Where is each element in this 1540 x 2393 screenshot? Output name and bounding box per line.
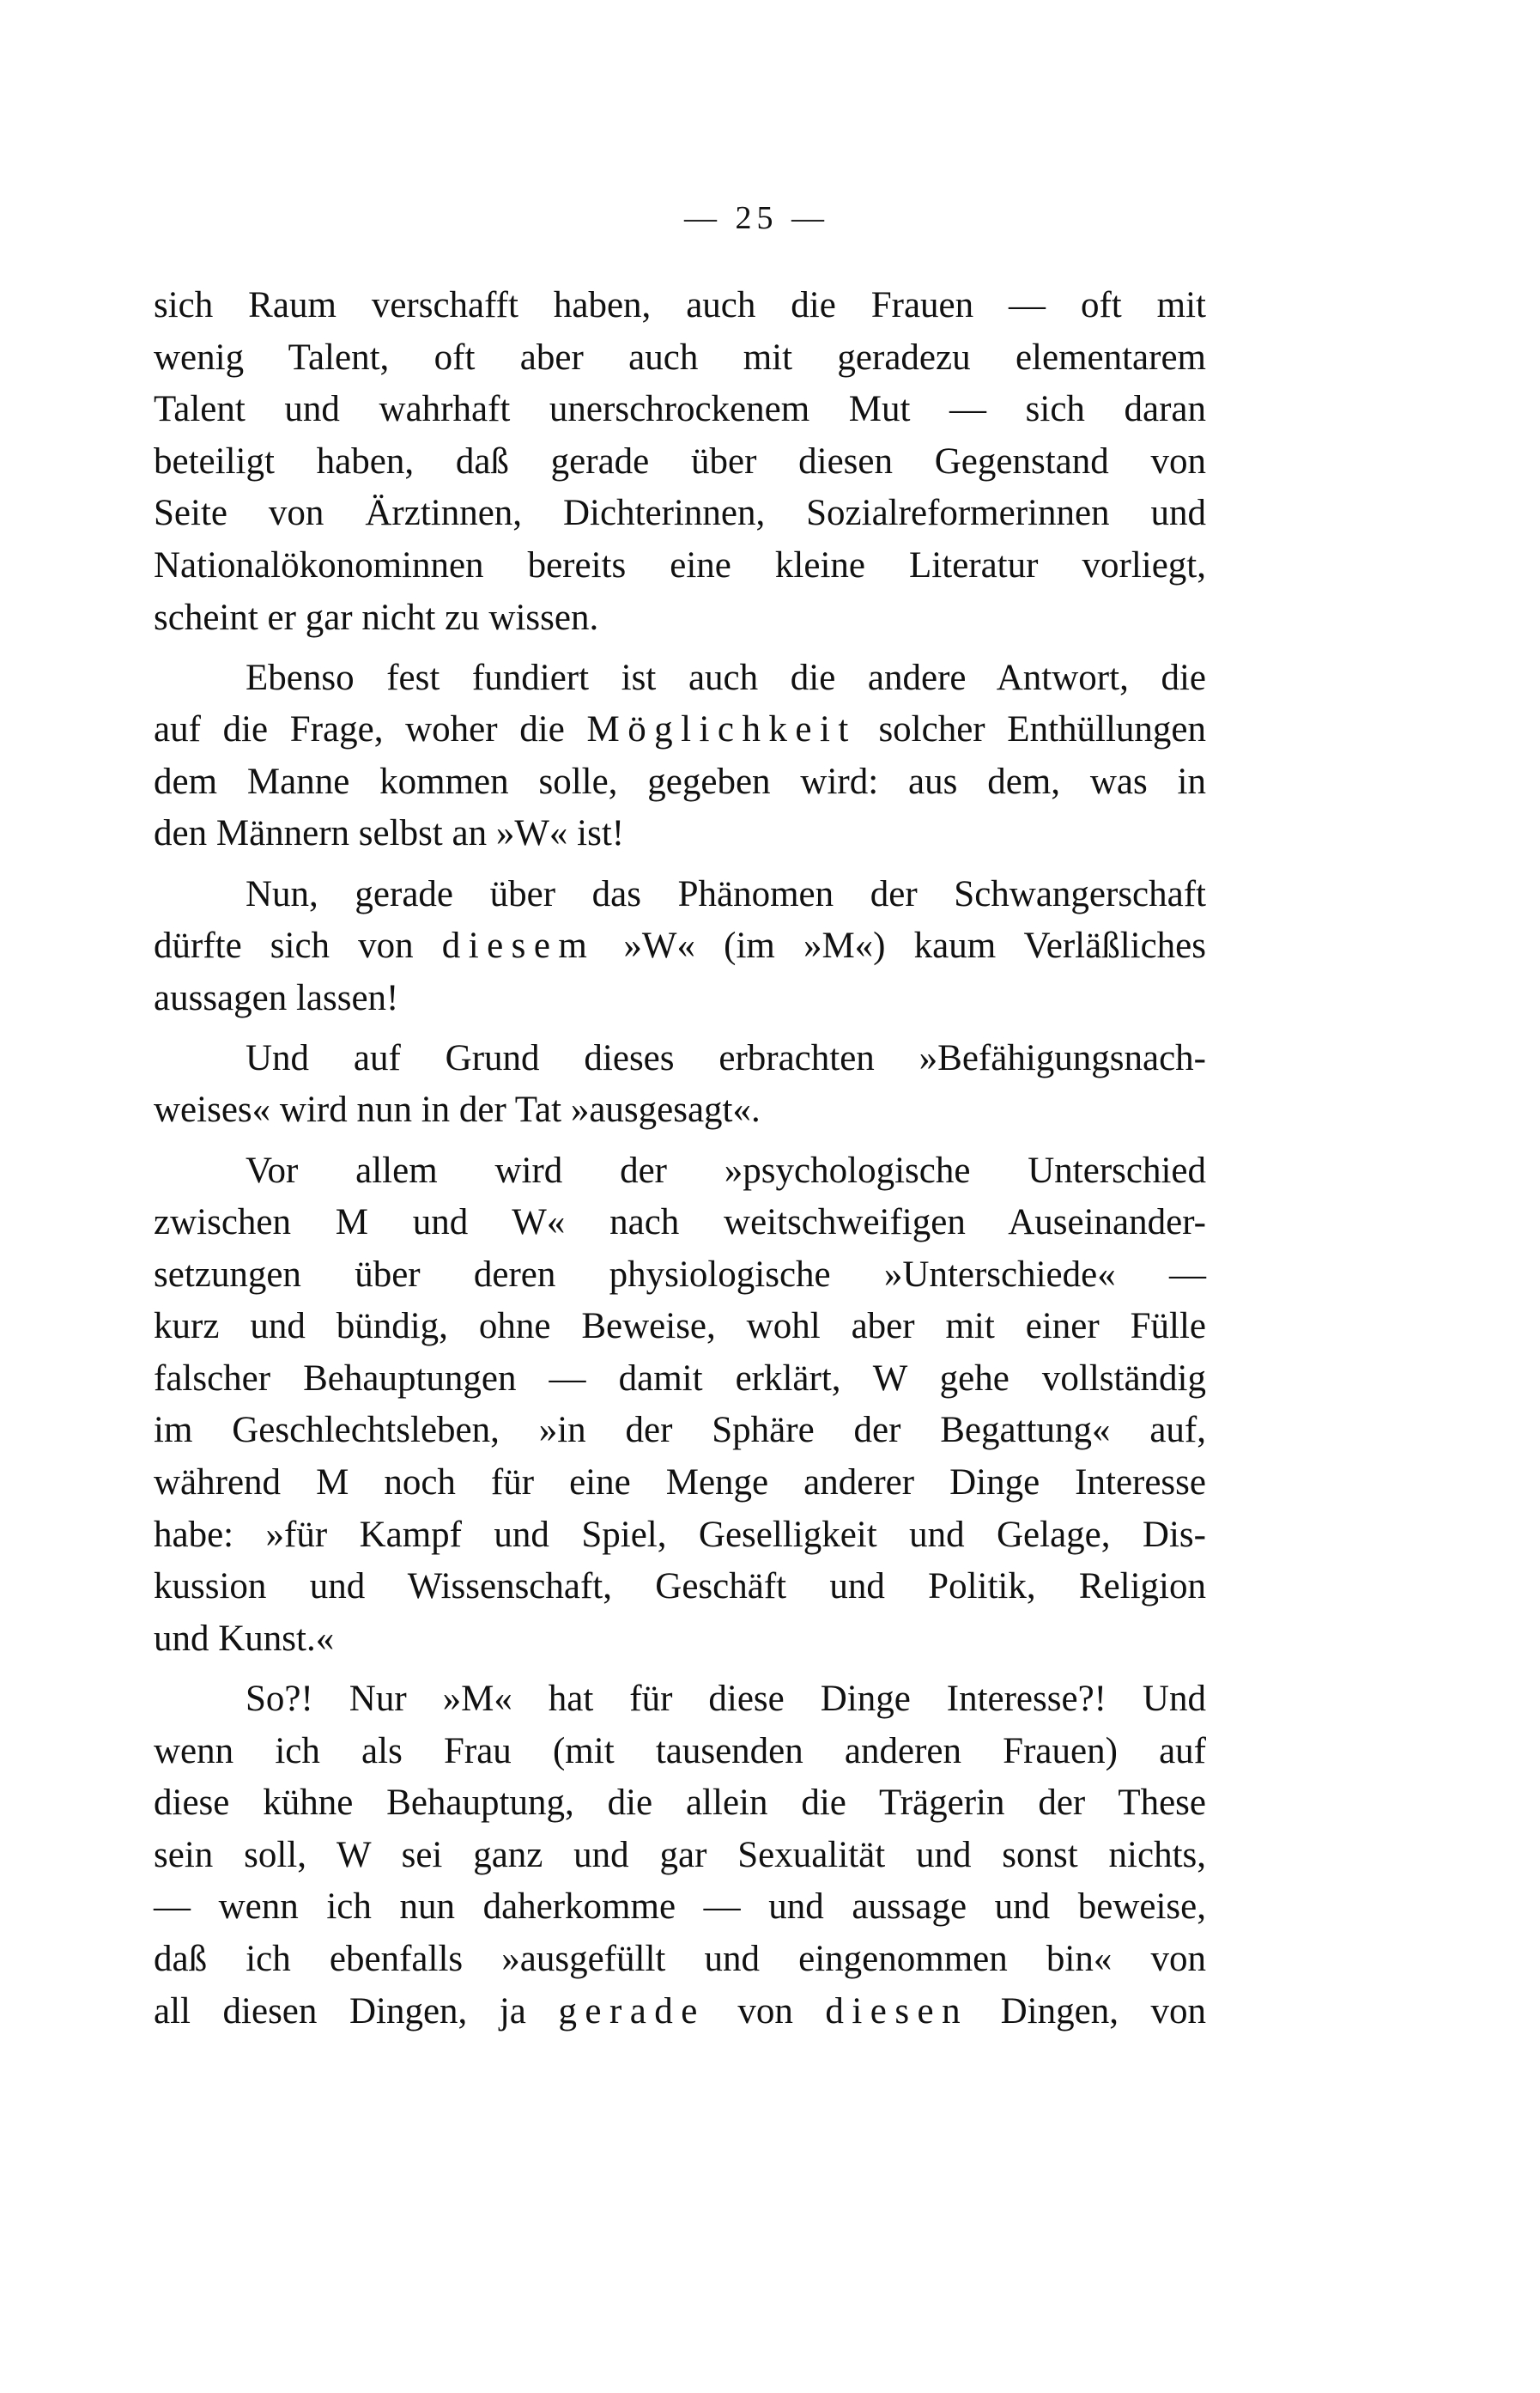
text-line [154,704,1206,756]
text-line: wenn ich als Frau (mit tausenden anderen Frauen) auf [154,1730,1206,1771]
paragraph [154,1145,1206,1666]
text-line: sein soll, W sei ganz und gar Sexualität und sonst nichts, [154,1834,1206,1875]
emphasized-word: Möglichkeit [586,709,857,750]
text-line: scheint er gar nicht zu wissen. [154,597,599,638]
text-line [154,1986,1206,2038]
text-line: setzungen über deren physiologische »Unterschiede« — [154,1254,1206,1295]
paragraph [154,1033,1206,1137]
text-line: beteiligt haben, daß gerade über diesen Gegenstand von [154,440,1206,482]
text-segment: von [705,1990,826,2032]
emphasized-word: gerade [558,1990,706,2032]
text-line: So?! Nur »M« hat für diese Dinge Interesse?! Und [246,1678,1206,1719]
paragraph [154,653,1206,860]
text-line: weises« wird nun in der Tat »ausgesagt«. [154,1090,761,1131]
text-line: Ebenso fest fundiert ist auch die andere Antwort, die [246,657,1206,698]
text-line: Und auf Grund dieses erbrachten »Befähigungsnach- [246,1037,1206,1078]
text-line: Seite von Ärztinnen, Dichterinnen, Sozialreformerinnen und [154,493,1206,534]
page-number [0,199,1360,237]
text-line: während M noch für eine Menge anderer Dinge Interesse [154,1462,1206,1503]
text-line: daß ich ebenfalls »ausgefüllt und eingenommen bin« von [154,1938,1206,1979]
text-line: diese kühne Behauptung, die allein die Trägerin der These [154,1783,1206,1824]
text-line: kussion und Wissenschaft, Geschäft und Politik, Religion [154,1566,1206,1607]
text-line: wenig Talent, oft aber auch mit geradezu elementarem [154,337,1206,378]
text-line: habe: »für Kampf und Spiel, Geselligkeit und Gelage, Dis- [154,1514,1206,1555]
text-line: und Kunst.« [154,1618,335,1659]
text-line: Nun, gerade über das Phänomen der Schwangerschaft [246,873,1206,914]
text-line: — wenn ich nun daherkomme — und aussage und beweise, [154,1886,1206,1928]
text-line: falscher Behauptungen — damit erklärt, W gehe vollständig [154,1357,1206,1399]
paragraph [154,280,1206,644]
page-number-text: — 25 — [684,200,829,236]
text-line: Talent und wahrhaft unerschrockenem Mut — sich daran [154,389,1206,430]
text-line: den Männern selbst an »W« ist! [154,813,625,854]
body-text [154,280,1206,2038]
text-line: sich Raum verschafft haben, auch die Frauen — oft mit [154,285,1206,325]
text-line: aussagen lassen! [154,977,399,1018]
paragraph [154,869,1206,1025]
text-line [154,920,1206,973]
text-segment: all diesen Dingen, ja [154,1990,559,2032]
paragraph [154,1673,1206,2038]
text-segment: auf die Frage, woher die [154,709,587,750]
text-line: Nationalökonominnen bereits eine kleine Literatur vorliegt, [154,544,1206,586]
text-line: zwischen M und W« nach weitschweifigen Auseinander- [154,1202,1206,1243]
emphasized-word: diesen [825,1990,969,2032]
text-segment: Dingen, von [968,1990,1207,2032]
text-segment: dürfte sich von [154,926,442,967]
text-line: Vor allem wird der »psychologische Unterschied [246,1150,1206,1191]
text-segment: solcher Enthüllungen [856,709,1206,750]
text-line: im Geschlechtsleben, »in der Sphäre der Begattung« auf, [154,1410,1206,1451]
text-line: dem Manne kommen solle, gegeben wird: aus dem, was in [154,761,1206,802]
emphasized-word: diesem [441,926,596,967]
text-line: kurz und bündig, ohne Beweise, wohl aber mit einer Fülle [154,1306,1206,1347]
text-segment: »W« (im »M«) kaum Verläßliches [595,926,1206,967]
